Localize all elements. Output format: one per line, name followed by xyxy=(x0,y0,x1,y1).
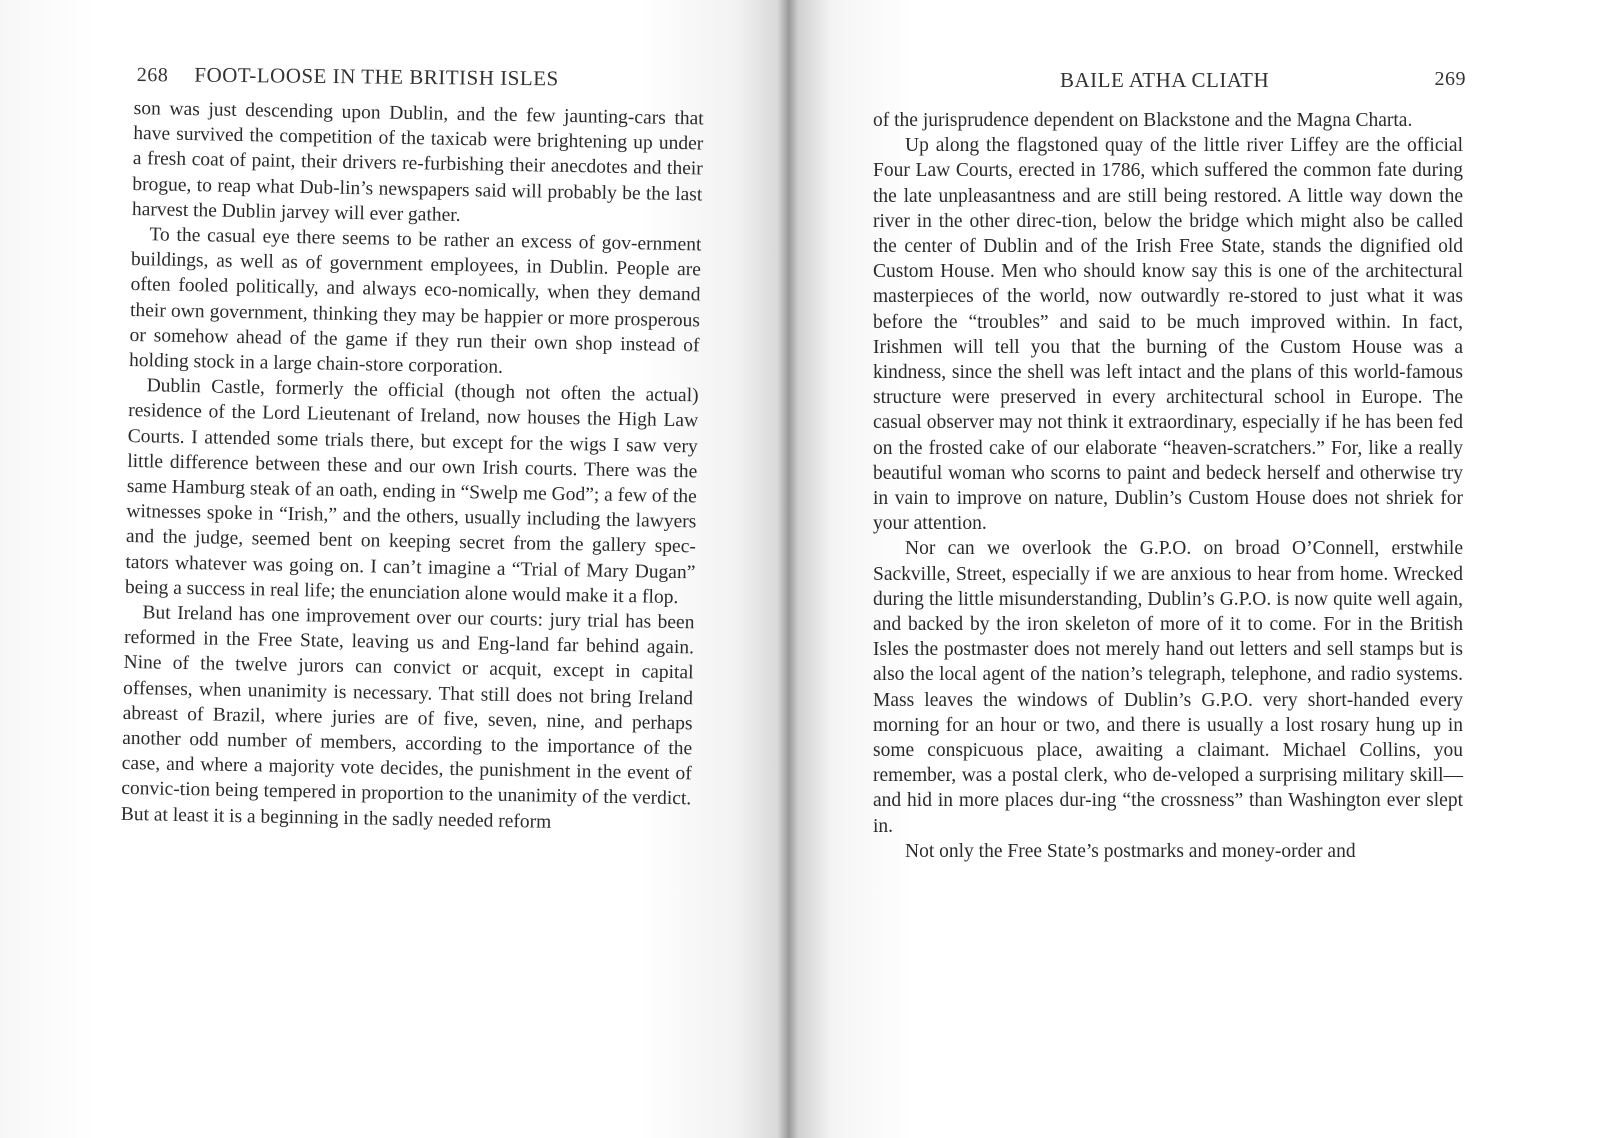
paragraph: But Ireland has one improvement over our courts: jury trial has been reformed in the Free State, leaving us and Eng-land far behind again. Nine of the twelve jurors can convict or acquit, except in capital offenses, when unanimity is necessary. That still does not bring Ireland abreast of Brazil, where juries are of five, seven, nine, and perhaps another odd number of members, according to the importance of the case, and where a majority vote decides, the punishment in the event of convic-tion being tempered in proportion to the unanimity of the verdict. But at least it is a beginning in the sadly needed reform xyxy=(120,602,695,833)
right-page xyxy=(790,0,1600,1138)
paragraph: of the jurisprudence dependent on Blackstone and the Magna Charta. xyxy=(873,110,1413,131)
paragraph: son was just descending upon Dublin, and the few jaunting-cars that have survived the competition of the taxicab were brightening up under a fresh coat of paint, their drivers re-furbishing their anecdotes and their brogue, to reap what Dub-lin’s newspapers said will probably be the last harvest the Dublin jarvey will ever gather. xyxy=(131,97,704,226)
right-running-head xyxy=(1060,68,1600,93)
left-running-title: FOOT-LOOSE IN THE BRITISH ISLES xyxy=(194,62,559,91)
paragraph: Up along the flagstoned quay of the little river Liffey are the official Four Law Courts, erected in 1786, which suffered the common fate during the late unpleasantness and are still being restored. A little way down the river in the other direc-tion, below the bridge which might also be called the center of Dublin and of the Irish Free State, stands the dignified old Custom House. Men who should know say this is one of the architectural masterpieces of the world, now outwardly re-stored to just what it was before the “troubles” and said to be much improved within. In fact, Irishmen will tell you that the burning of the Custom House was a kindness, since the shell was left intact and the plans of this world-famous structure were preserved in every architectural school in Europe. The casual observer may not think it extraordinary, especially if he has been fed on the frosted cake of our elaborate “heaven-scratchers.” For, like a really beautiful woman who scorns to paint and bedeck herself and otherwise try in vain to improve on nature, Dublin’s Custom House does not shriek for your attention. xyxy=(873,135,1463,535)
left-body-text xyxy=(121,96,704,837)
right-running-title: BAILE ATHA CLIATH xyxy=(1060,68,1270,92)
left-running-head xyxy=(137,62,727,93)
paragraph: To the casual eye there seems to be rather an excess of gov-ernment buildings, as well as of government employees, in Dublin. People are often fooled politically, and always eco-nomically, when they demand their own government, thinking they may be happier or more prosperous or somehow ahead of the game if they run their own shop instead of holding stock in a large chain-store corporation. xyxy=(128,224,702,378)
left-page xyxy=(0,0,790,1138)
paragraph: Not only the Free State’s postmarks and money-order and xyxy=(905,840,1356,862)
right-body-text xyxy=(873,108,1463,864)
paragraph: Nor can we overlook the G.P.O. on broad O’Connell, erstwhile Sackville, Street, especially if we are anxious to hear from home. Wrecked during the little misunderstanding, Dublin’s G.P.O. is now quite well again, and backed by the iron skeleton of more of it to come. For in the British Isles the postmaster does not merely hand out letters and sell stamps but is also the local agent of the nation’s telegraph, telephone, and radio systems. Mass leaves the windows of Dublin’s G.P.O. very short-handed every morning for an hour or two, and there is usually a lost rosary hung up in some conspicuous place, awaiting a claimant. Michael Collins, you remember, was a postal clerk, who de-veloped a surprising military skill—and hid in more places dur-ing “the crossness” than Washington ever slept in. xyxy=(873,538,1463,837)
paragraph: Dublin Castle, formerly the official (though not often the actual) residence of the Lord Lieutenant of Ireland, now houses the High Law Courts. I attended some trials there, but except for the wigs I saw very little difference between these and our own Irish courts. There was the same Hamburg steak of an oath, ending in “Swelp me God”; a few of the witnesses spoke in “Irish,” and the others, usually including the lawyers and the judge, seemed bent on keeping secret from the gallery spec-tators whatever was going on. I can’t imagine a “Trial of Mary Dugan” being a success in real life; the enunciation alone would make it a flop. xyxy=(124,375,699,608)
left-page-number: 268 xyxy=(136,63,169,87)
right-page-number: 269 xyxy=(1434,68,1466,90)
